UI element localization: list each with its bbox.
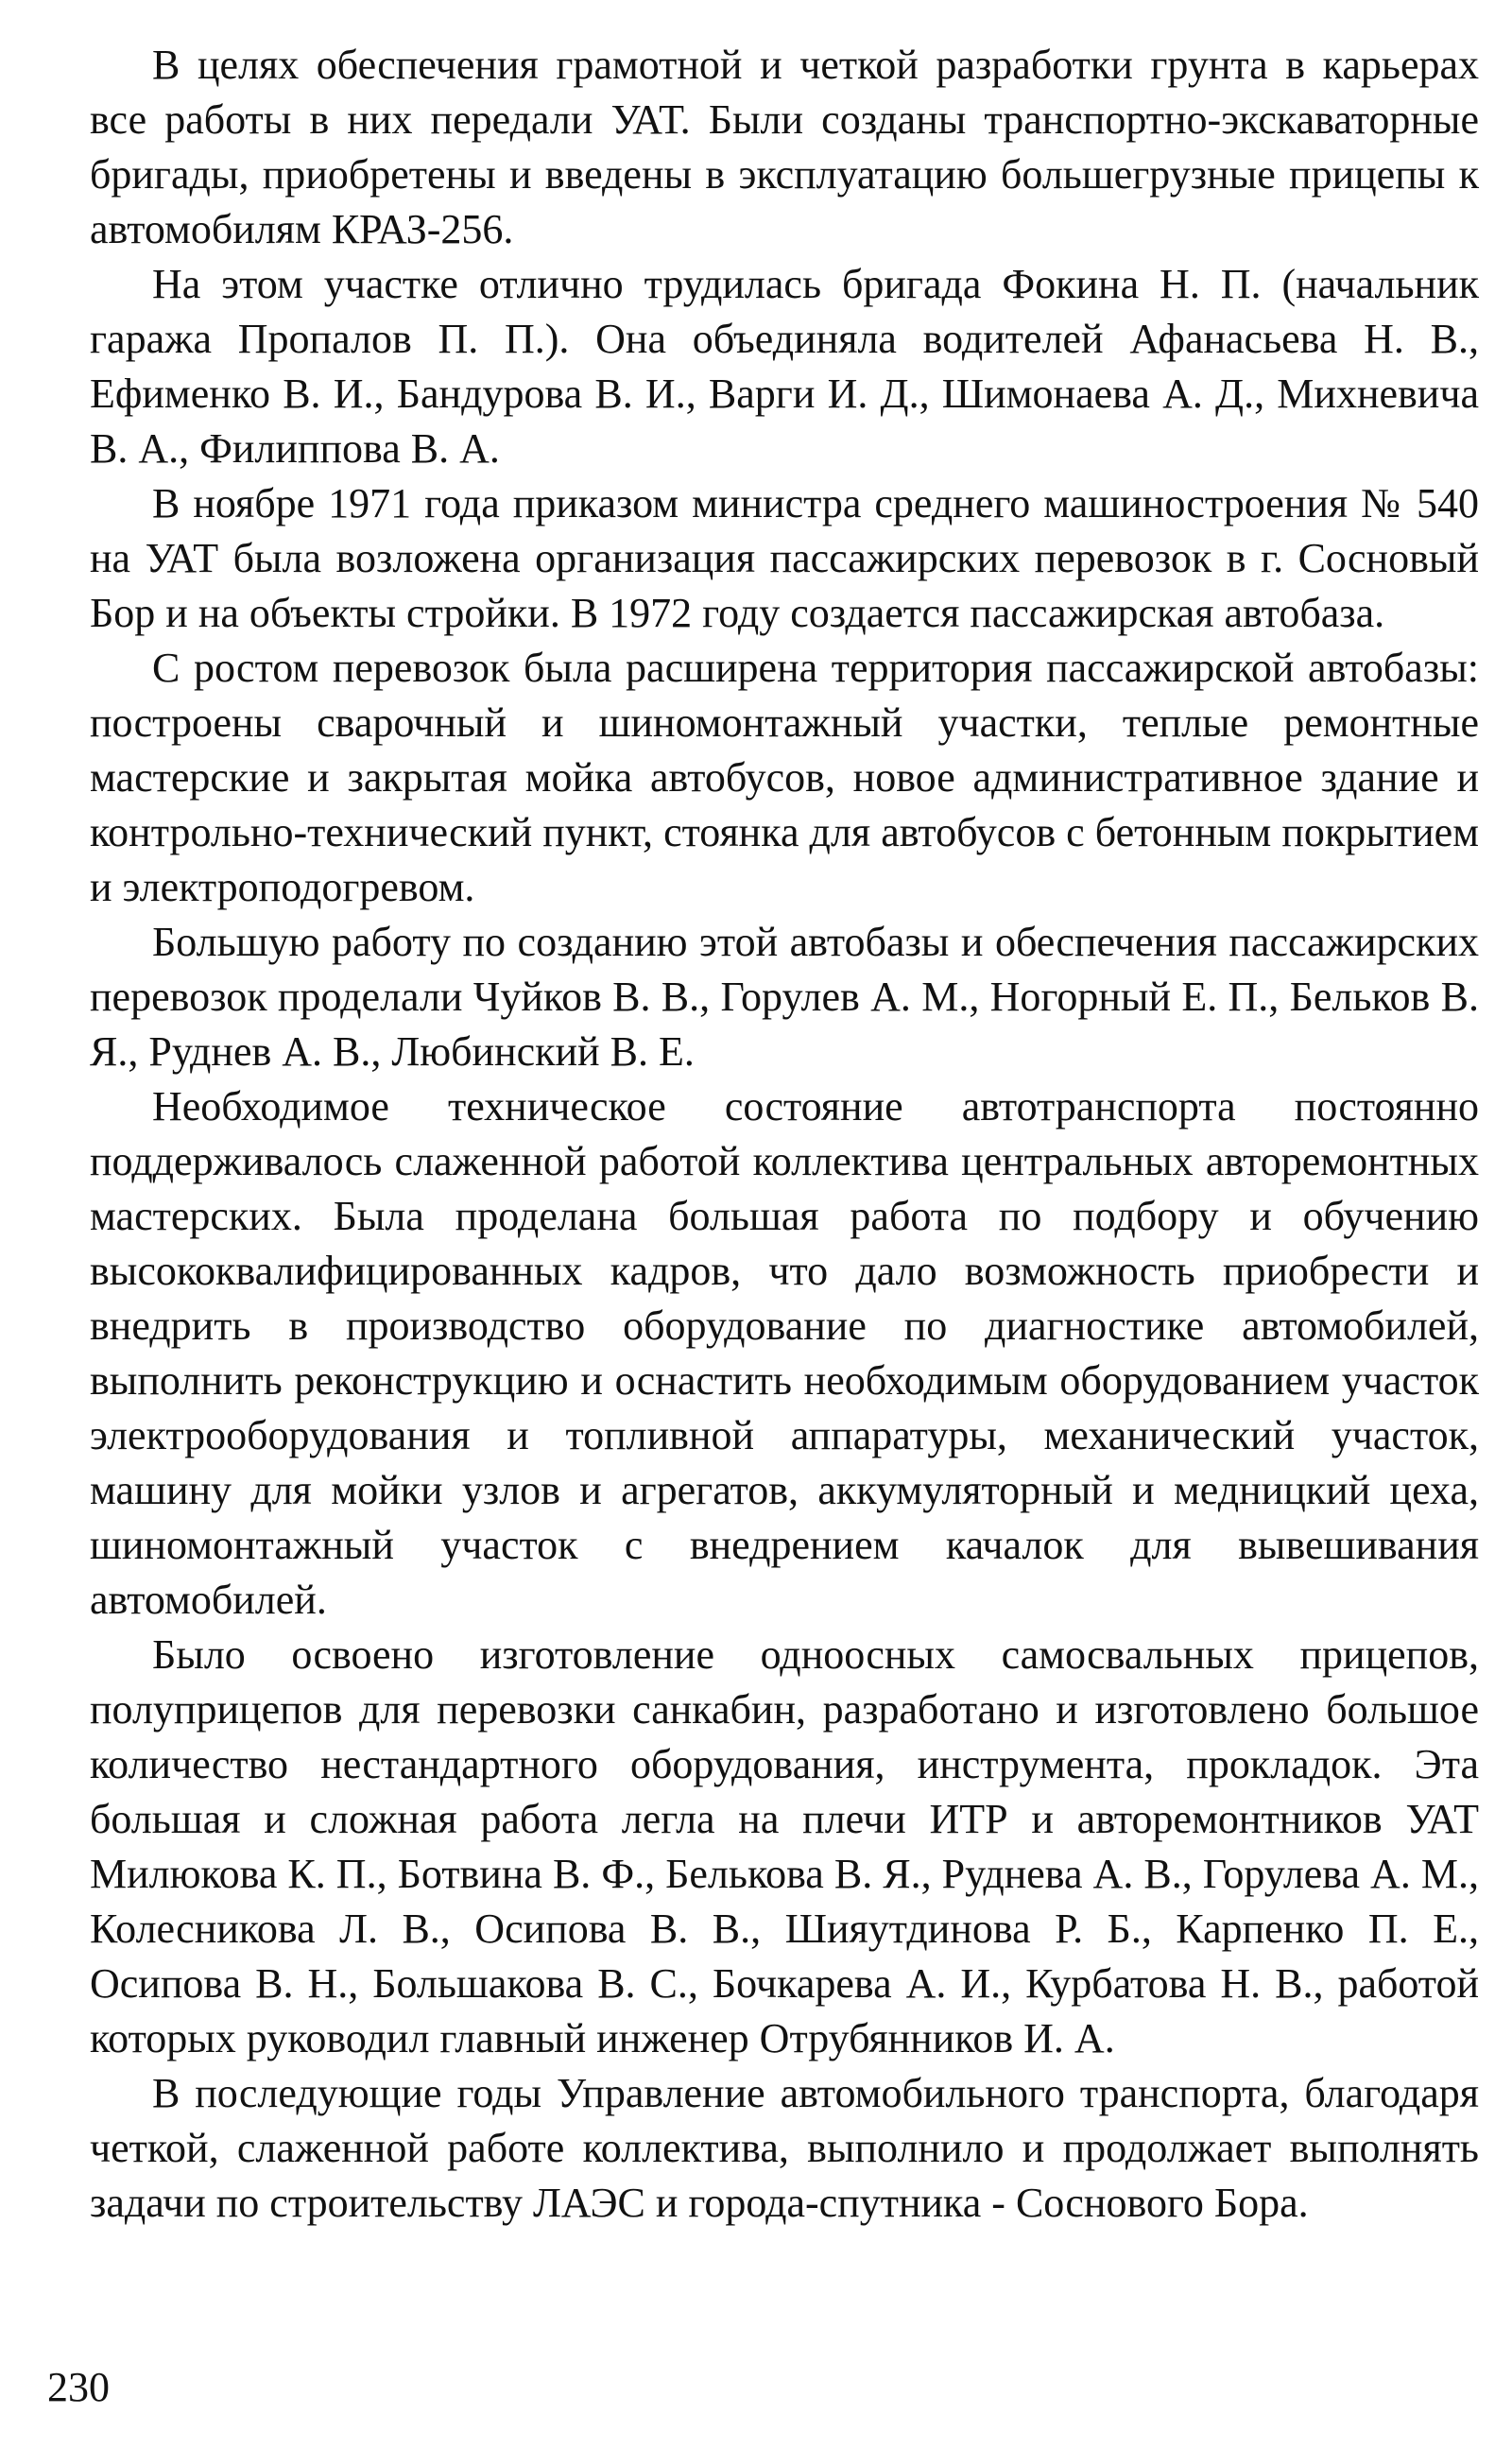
paragraph-repair-workshops: Необходимое техническое состояние автотранспорта постоянно поддерживалось слаженной работой коллектива центральных авторемонтных мастерских. Была проделана большая работа по подбору и обучению высококвалифицированных кадров, что дало возможность приобрести и внедрить в производство оборудование по диагностике автомобилей, выполнить реконструкцию и оснастить необходимым оборудованием участок электрооборудования и топливной аппаратуры, механический участок, машину для мойки узлов и агрегатов, аккумуляторный и медницкий цеха, шиномонтажный участок с внедрением качалок для вывешивания автомобилей. xyxy=(90,1083,1479,1623)
paragraph-bus-depot-expansion: С ростом перевозок была расширена территория пассажирской автобазы: построены сварочный и шиномонтажный участки, теплые ремонтные мастерские и закрытая мойка автобусов, новое административное здание и контрольно-технический пункт, стоянка для автобусов с бетонным покрытием и электроподогревом. xyxy=(90,645,1479,910)
page-number: 230 xyxy=(47,2364,110,2410)
paragraph-depot-creators: Большую работу по созданию этой автобазы и обеспечения пассажирских перевозок проделали Чуйков В. В., Горулев А. М., Ногорный Е. П., Бельков В. Я., Руднев А. В., Любинский В. Е. xyxy=(90,919,1479,1075)
paragraph-later-years: В последующие годы Управление автомобильного транспорта, благодаря четкой, слаженной работе коллектива, выполнило и продолжает выполнять задачи по строительству ЛАЭС и города-спутника - Соснового Бора. xyxy=(90,2070,1479,2226)
paragraph-trailer-production: Было освоено изготовление одноосных самосвальных прицепов, полуприцепов для перевозки санкабин, разработано и изготовлено большое количество нестандартного оборудования, инструмента, прокладок. Эта большая и сложная работа легла на плечи ИТР и авторемонтников УАТ Милюкова К. П., Ботвина В. Ф., Белькова В. Я., Руднева А. В., Горулева А. М., Колесникова Л. В., Осипова В. В., Шияутдинова Р. Б., Карпенко П. Е., Осипова В. Н., Большакова В. С., Бочкарева А. И., Курбатова Н. В., работой которых руководил главный инженер Отрубянников И. А. xyxy=(90,1631,1479,2061)
page-body xyxy=(90,38,1479,2231)
paragraph-passenger-transport: В ноябре 1971 года приказом министра среднего машиностроения № 540 на УАТ была возложена организация пассажирских перевозок в г. Сосновый Бор и на объекты стройки. В 1972 году создается пассажирская автобаза. xyxy=(90,480,1479,636)
paragraph-quarry-work: В целях обеспечения грамотной и четкой разработки грунта в карьерах все работы в них передали УАТ. Были созданы транспортно-экскаваторные бригады, приобретены и введены в эксплуатацию большегрузные прицепы к автомобилям КРАЗ-256. xyxy=(90,42,1479,252)
paragraph-fokin-brigade: На этом участке отлично трудилась бригада Фокина Н. П. (начальник гаража Пропалов П. П.). Она объединяла водителей Афанасьева Н. В., Ефименко В. И., Бандурова В. И., Варги И. Д., Шимонаева А. Д., Михневича В. А., Филиппова В. А. xyxy=(90,261,1479,472)
